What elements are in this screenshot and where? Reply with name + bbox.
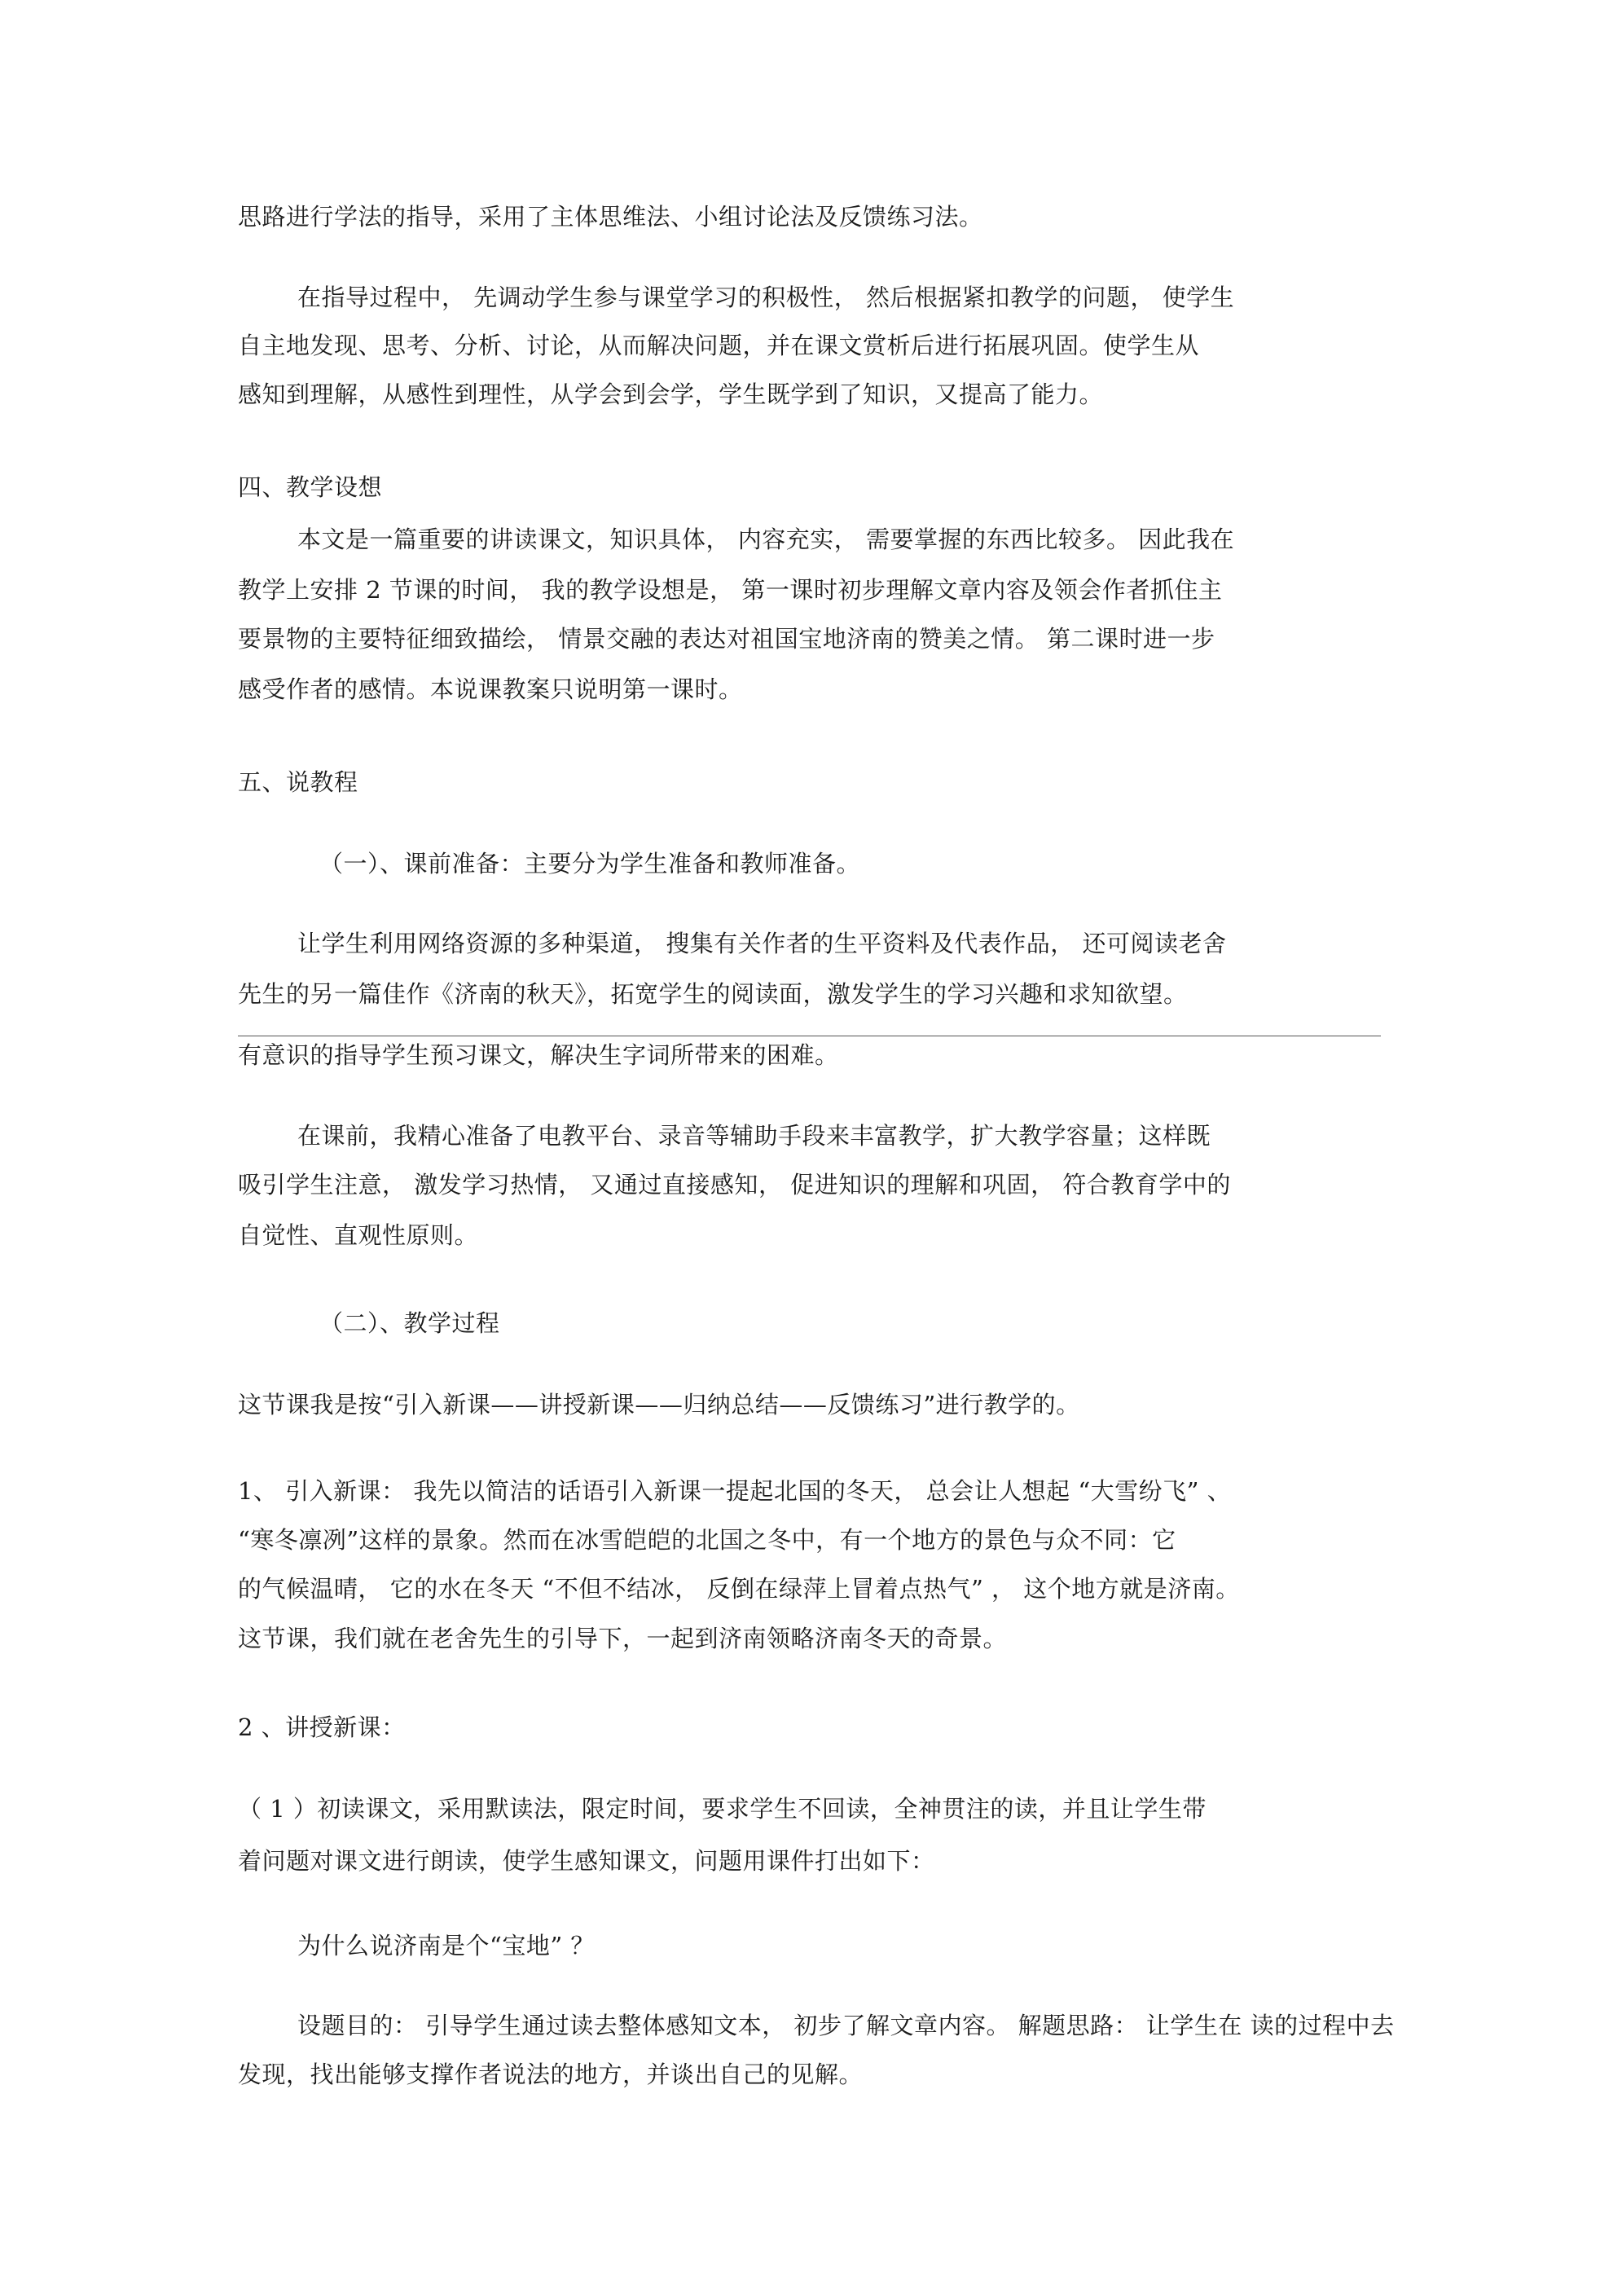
paragraph-line: 让学生利用网络资源的多种渠道， 搜集有关作者的生平资料及代表作品， 还可阅读老舍 — [297, 930, 1227, 957]
paragraph-line: 吸引学生注意， 激发学习热情， 又通过直接感知， 促进知识的理解和巩固， 符合教育学中的 — [238, 1171, 1231, 1199]
paragraph-line: 有意识的指导学生预习课文，解决生字词所带来的困难。 — [238, 1041, 839, 1069]
paragraph-line: 自觉性、直观性原则。 — [238, 1221, 479, 1249]
paragraph-line: 先生的另一篇佳作《济南的秋天》，拓宽学生的阅读面，激发学生的学习兴趣和求知欲望。 — [238, 980, 1188, 1008]
paragraph-line: 在课前，我精心准备了电教平台、录音等辅助手段来丰富教学，扩大教学容量；这样既 — [297, 1122, 1211, 1150]
paragraph-line: （ 1 ）初读课文，采用默读法，限定时间，要求学生不回读，全神贯注的读，并且让学生带 — [238, 1795, 1207, 1823]
paragraph-line: 教学上安排 2 节课的时间， 我的教学设想是， 第一课时初步理解文章内容及领会作者抓住主 — [238, 576, 1223, 604]
paragraph-line: 感知到理解，从感性到理性，从学会到会学，学生既学到了知识，又提高了能力。 — [238, 380, 1104, 408]
question-line: 为什么说济南是个“宝地” ？ — [297, 1932, 595, 1960]
paragraph-line: “寒冬凛冽”这样的景象。然而在冰雪皑皑的北国之冬中，有一个地方的景色与众不同：它 — [238, 1526, 1176, 1554]
section-heading: 四、教学设想 — [238, 473, 383, 501]
paragraph-line: 思路进行学法的指导，采用了主体思维法、小组讨论法及反馈练习法。 — [238, 203, 983, 231]
section-heading: 2 、讲授新课： — [238, 1713, 406, 1741]
section-heading: 五、说教程 — [238, 768, 358, 796]
paragraph-line: 自主地发现、思考、分析、讨论，从而解决问题，并在课文赏析后进行拓展巩固。使学生从 — [238, 332, 1200, 359]
subsection-heading: （一）、课前准备：主要分为学生准备和教师准备。 — [319, 850, 861, 877]
paragraph-line: 设题目的： 引导学生通过读去整体感知文本， 初步了解文章内容。 解题思路： 让学生在 读的过程中去 — [297, 2012, 1395, 2039]
paragraph-line: 要景物的主要特征细致描绘， 情景交融的表达对祖国宝地济南的赞美之情。 第二课时进一步 — [238, 625, 1215, 653]
paragraph-line: 着问题对课文进行朗读，使学生感知课文，问题用课件打出如下： — [238, 1847, 935, 1875]
paragraph-line: 在指导过程中， 先调动学生参与课堂学习的积极性， 然后根据紧扣教学的问题， 使学生 — [297, 284, 1235, 311]
paragraph-line: 本文是一篇重要的讲读课文，知识具体， 内容充实， 需要掌握的东西比较多。 因此我在 — [297, 526, 1235, 553]
paragraph-line: 感受作者的感情。本说课教案只说明第一课时。 — [238, 675, 743, 703]
paragraph-line: 的气候温晴， 它的水在冬天 “不但不结冰， 反倒在绿萍上冒着点热气” ， 这个地方就是济南。 — [238, 1575, 1240, 1603]
paragraph-line: 1、 引入新课： 我先以简洁的话语引入新课一提起北国的冬天， 总会让人想起 “大雪纷飞” 、 — [238, 1477, 1232, 1505]
paragraph-line: 这节课，我们就在老舍先生的引导下，一起到济南领略济南冬天的奇景。 — [238, 1625, 1008, 1652]
paragraph-line: 这节课我是按“引入新课——讲授新课——归纳总结——反馈练习”进行教学的。 — [238, 1391, 1080, 1419]
subsection-heading: （二）、教学过程 — [319, 1309, 500, 1337]
paragraph-line: 发现，找出能够支撑作者说法的地方，并谈出自己的见解。 — [238, 2061, 864, 2088]
